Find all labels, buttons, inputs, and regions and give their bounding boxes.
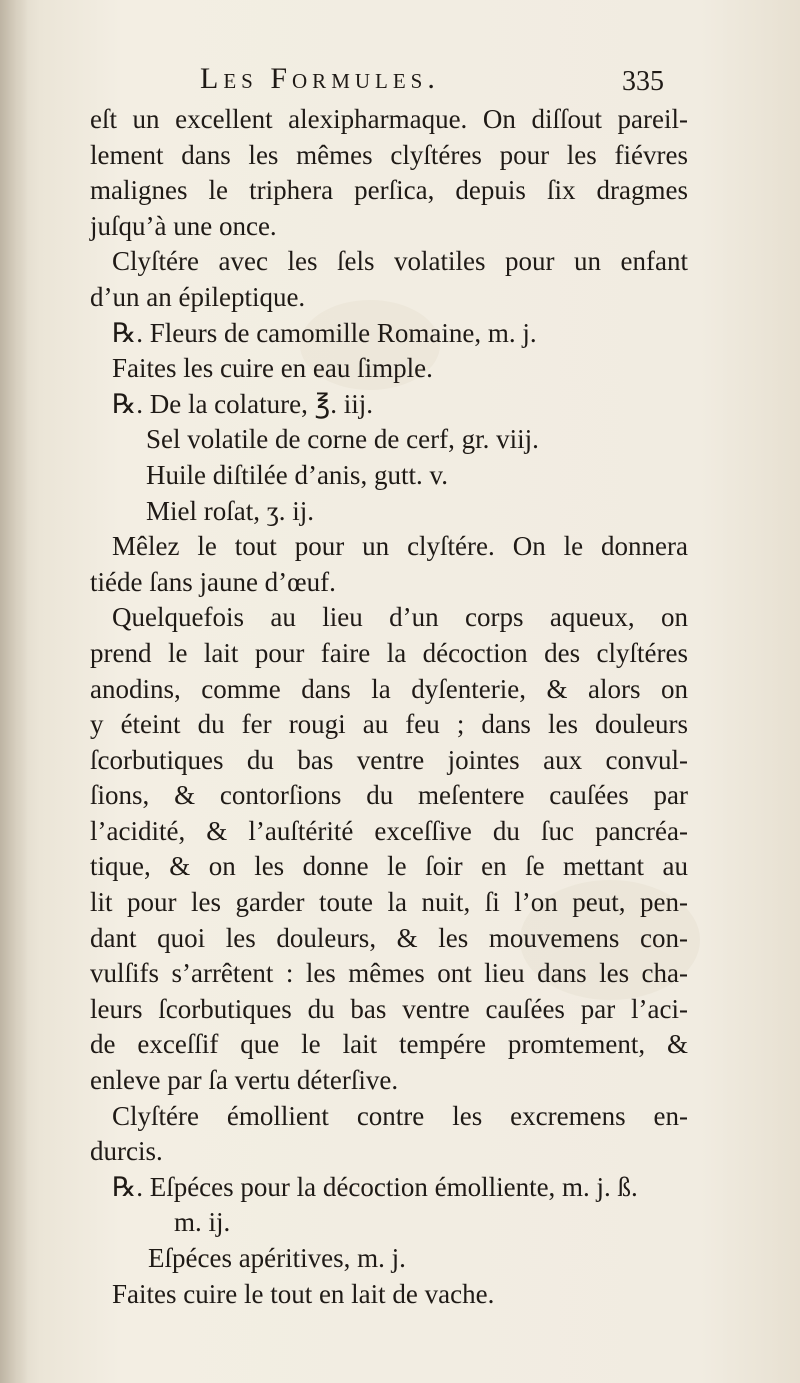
page-number: 335 xyxy=(622,66,664,97)
text-line: ſcorbutiques du bas ventre jointes aux convul- xyxy=(90,744,688,775)
running-title: Les Formules. xyxy=(200,62,440,95)
text-line: d’un an épileptique. xyxy=(90,281,306,312)
text-line: vulſifs s’arrêtent : les mêmes ont lieu dans les cha- xyxy=(90,958,688,989)
text-line: Clyſtére avec les ſels volatiles pour un enfant xyxy=(112,246,688,277)
text-line: Eſpéces apéritives, m. j. xyxy=(148,1243,406,1273)
text-line: Faites les cuire en eau ſimple. xyxy=(112,353,433,384)
text-line: ſions, & contorſions du meſentere cauſées par xyxy=(90,780,688,811)
text-line: juſqu’à une once. xyxy=(90,210,277,241)
text-line: l’acidité, & l’auſtérité exceſſive du ſuc pancréa- xyxy=(90,815,688,846)
text-line: Quelquefois au lieu d’un corps aqueux, on xyxy=(112,602,688,633)
page-header xyxy=(0,62,800,102)
text-line: lement dans les mêmes clyſtéres pour les fiévres xyxy=(90,139,688,170)
text-line: de exceſſif que le lait tempére promtement, & xyxy=(90,1029,688,1060)
text-line: m. ij. xyxy=(174,1207,231,1238)
text-line: durcis. xyxy=(90,1136,163,1167)
text-line: ℞. Fleurs de camomille Romaine, m. j. xyxy=(112,317,537,348)
text-line: tiéde ſans jaune d’œuf. xyxy=(90,566,336,597)
text-line: lit pour les garder toute la nuit, ſi l’on peut, pen- xyxy=(90,887,688,918)
text-line: eſt un excellent alexipharmaque. On diſſout pareil- xyxy=(90,104,688,134)
text-line: dant quoi les douleurs, & les mouvemens con- xyxy=(90,922,688,953)
text-line: prend le lait pour faire la décoction des clyſtéres xyxy=(90,637,688,668)
text-line: tique, & on les donne le ſoir en ſe mettant au xyxy=(90,851,688,882)
text-line: malignes le triphera perſica, depuis ſix dragmes xyxy=(90,175,688,206)
text-line: Huile diſtilée d’anis, gutt. v. xyxy=(146,459,448,490)
text-line: ℞. Eſpéces pour la décoction émolliente, m. j. ß. xyxy=(112,1171,638,1202)
body-text xyxy=(88,102,688,1312)
text-line: anodins, comme dans la dyſenterie, & alors on xyxy=(90,673,688,704)
text-line: ℞. De la colature, ℥. iij. xyxy=(112,388,373,419)
text-line: Miel roſat, ʒ. ij. xyxy=(146,495,314,526)
text-line: Mêlez le tout pour un clyſtére. On le donnera xyxy=(112,531,688,562)
text-line: leurs ſcorbutiques du bas ventre cauſées par l’aci- xyxy=(90,993,688,1024)
text-line: Sel volatile de corne de cerf, gr. viij. xyxy=(146,424,539,455)
text-line: Faites cuire le tout en lait de vache. xyxy=(112,1278,495,1309)
text-line: Clyſtére émollient contre les excremens en- xyxy=(112,1100,688,1131)
page-gutter-shadow xyxy=(0,0,28,1383)
text-line: y éteint du fer rougi au feu ; dans les douleurs xyxy=(90,709,688,740)
text-line: enleve par ſa vertu déterſive. xyxy=(90,1065,399,1096)
